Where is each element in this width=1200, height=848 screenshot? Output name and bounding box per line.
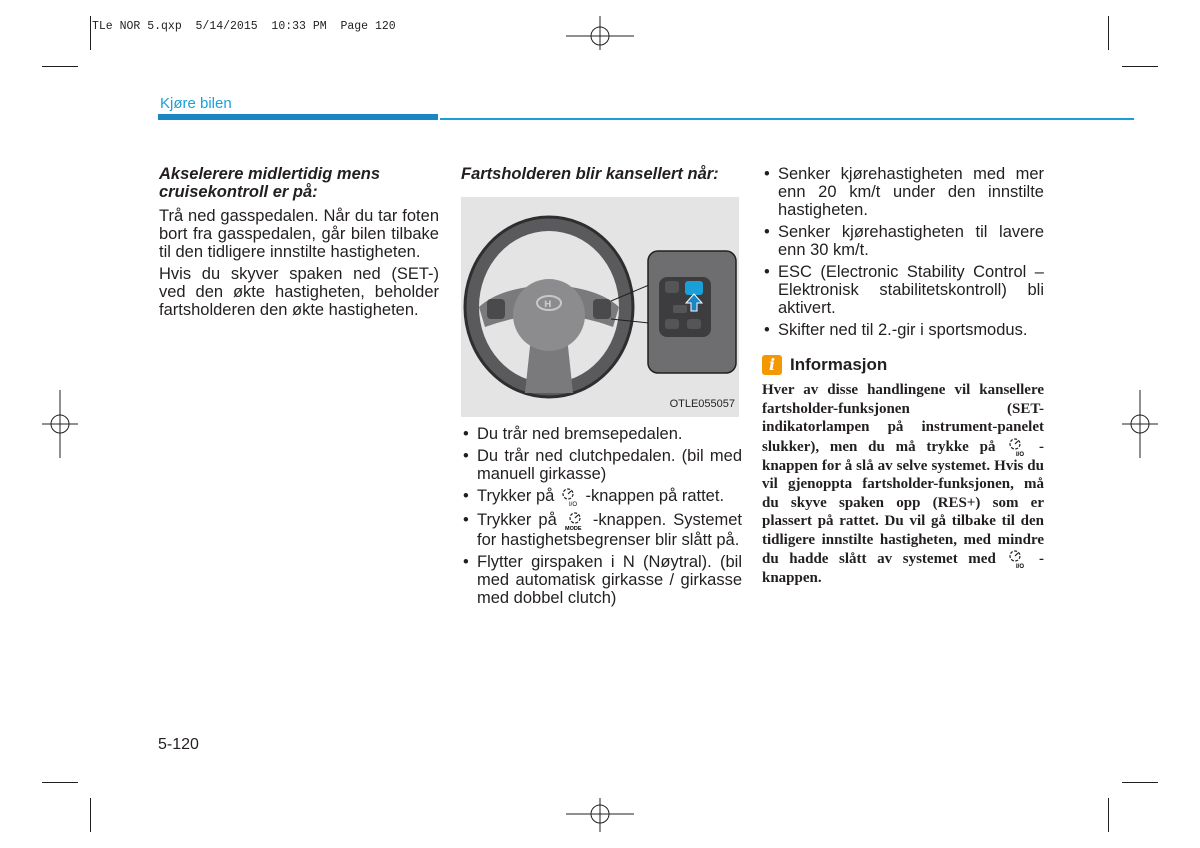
list-item-text: Senker kjørehastigheten med mer enn 20 km/t under den innstilte hastigheten. — [778, 165, 1044, 219]
cruise-io-icon — [1006, 549, 1028, 569]
list-item — [461, 487, 742, 507]
page-number: 5-120 — [158, 736, 199, 753]
list-item-text: -knappen. Systemet for hastighetsbegrenser blir slått på. — [477, 511, 743, 549]
list-item-text: -knappen på rattet. — [585, 487, 725, 505]
paragraph-accelerate: Trå ned gasspedalen. Når du tar foten bort fra gasspedalen, går bilen tilbake til den tidligere innstilte hastigheten. — [159, 207, 439, 261]
info-icon: i — [762, 355, 782, 375]
svg-text:I/O: I/O — [1016, 451, 1025, 457]
list-item-text: ESC (Electronic Stability Control – Elektronisk stabilitetskontroll) bli aktivert. — [778, 263, 1044, 317]
list-item-text: Du trår ned bremsepedalen. — [477, 425, 683, 443]
svg-text:I/O: I/O — [568, 502, 577, 507]
cancel-conditions-list-continued — [762, 165, 1044, 339]
cruise-io-icon — [1006, 437, 1028, 457]
list-item-text: Flytter girspaken i N (Nøytral). (bil med automatisk girkasse / girkasse med dobbel clutch) — [477, 553, 742, 607]
subheading-cancelled: Fartsholderen blir kansellert når: — [461, 165, 719, 183]
print-slug: TLe NOR 5.qxp 5/14/2015 10:33 PM Page 120 — [92, 20, 396, 33]
header-bar-dark — [158, 114, 438, 120]
list-item-text: Skifter ned til 2.-gir i sportsmodus. — [778, 321, 1028, 339]
list-item — [461, 447, 742, 483]
cruise-io-icon — [559, 487, 581, 507]
subheading-accelerate: Akselerere midlertidig mens cruisekontroll er på: — [159, 165, 381, 201]
section-title: Kjøre bilen — [160, 95, 232, 112]
list-item — [461, 511, 742, 549]
info-title: Informasjon — [790, 355, 888, 374]
svg-text:H: H — [544, 300, 552, 310]
list-item — [762, 321, 1044, 339]
column-3 — [762, 165, 1044, 588]
info-text-part: -knappen for å slå av selve systemet. Hvis du vil gjenoppta fartsholder-funksjonen, må du skyve spaken opp (RES+) som er plassert på rattet. Du vil gå tilbake til den tidligere innstilte hastigheten, med mindre du hadde slått av systemet med — [762, 438, 1045, 567]
svg-text:I/O: I/O — [1016, 564, 1025, 569]
speed-limiter-mode-icon — [564, 511, 586, 531]
list-item — [762, 165, 1044, 219]
list-item — [461, 553, 742, 607]
list-item — [762, 263, 1044, 317]
svg-text:MODE: MODE — [564, 526, 582, 531]
steering-wheel-figure — [461, 197, 739, 417]
list-item-text: Trykker på — [477, 511, 557, 529]
list-item — [762, 223, 1044, 259]
cancel-conditions-list — [461, 425, 742, 607]
steering-wheel-illustration — [461, 197, 739, 417]
paragraph-set: Hvis du skyver spaken ned (SET-) ved den økte hastigheten, beholder fartsholderen den økte hastigheten. — [159, 265, 439, 319]
list-item — [461, 425, 742, 443]
info-header — [762, 355, 1044, 375]
list-item-text: Du trår ned clutchpedalen. (bil med manuell girkasse) — [477, 447, 742, 483]
column-2 — [461, 165, 742, 611]
figure-code: OTLE055057 — [669, 398, 735, 410]
info-text-part: Hver av disse handlingene vil kansellere fartsholder-funksjonen (SET-indikatorlampen på instrument-panelet slukker), men du må trykke på — [762, 382, 1044, 455]
info-text — [762, 381, 1044, 588]
list-item-text: Trykker på — [477, 487, 555, 505]
list-item-text: Senker kjørehastigheten til lavere enn 30 km/t. — [778, 223, 1044, 259]
header-rule — [440, 118, 1134, 120]
info-text-part: -knappen. — [762, 551, 1044, 586]
column-1 — [159, 165, 439, 323]
